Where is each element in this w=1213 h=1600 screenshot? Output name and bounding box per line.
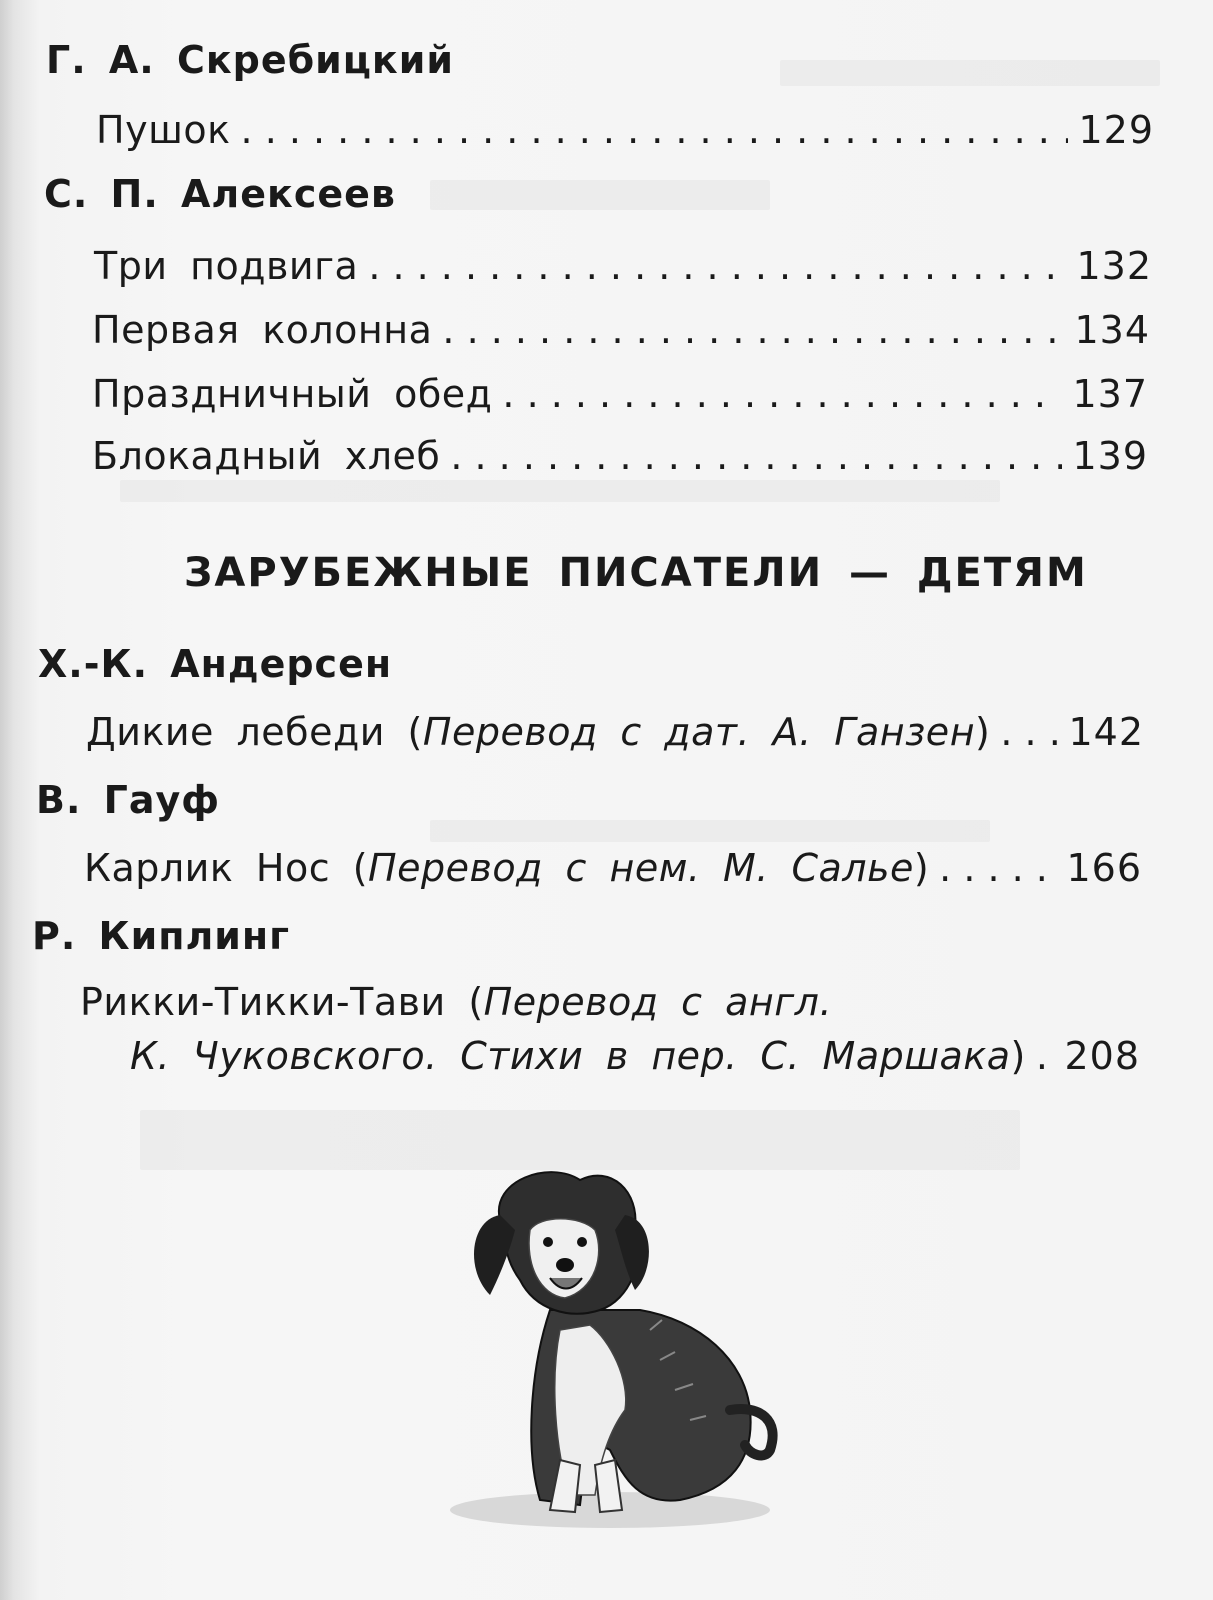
dot-leader bbox=[939, 846, 1056, 890]
dot-leader bbox=[1036, 1034, 1055, 1078]
author-name: Р. Киплинг bbox=[32, 914, 291, 958]
show-through-shadow bbox=[780, 60, 1160, 86]
page-number: 129 bbox=[1078, 108, 1154, 152]
page-number: 139 bbox=[1072, 434, 1148, 478]
work-title: Карлик Нос (Перевод с нем. М. Салье) bbox=[84, 846, 930, 890]
page-number: 208 bbox=[1064, 1034, 1140, 1078]
toc-entry[interactable] bbox=[84, 846, 1142, 890]
toc-entry[interactable] bbox=[130, 1034, 1140, 1078]
work-title: Первая колонна bbox=[92, 308, 433, 352]
show-through-shadow bbox=[430, 180, 770, 210]
work-title: Блокадный хлеб bbox=[92, 434, 441, 478]
section-heading: ЗАРУБЕЖНЫЕ ПИСАТЕЛИ — ДЕТЯМ bbox=[184, 550, 1088, 596]
work-title: Праздничный обед bbox=[92, 372, 493, 416]
show-through-shadow bbox=[120, 480, 1000, 502]
toc-entry[interactable] bbox=[92, 308, 1150, 352]
author-name: Г. А. Скребицкий bbox=[46, 38, 454, 82]
author-name: Х.-К. Андерсен bbox=[38, 642, 393, 686]
page-number: 142 bbox=[1068, 710, 1144, 754]
dot-leader bbox=[241, 108, 1069, 152]
translator-credit: Перевод с нем. М. Салье bbox=[368, 846, 914, 890]
author-name: В. Гауф bbox=[36, 778, 220, 822]
dog-illustration bbox=[410, 1160, 790, 1540]
work-title[interactable]: Рикки-Тикки-Тави (Перевод с англ. bbox=[80, 980, 833, 1024]
work-title: Три подвига bbox=[94, 244, 359, 288]
page-number: 132 bbox=[1076, 244, 1152, 288]
translator-credit-continued: К. Чуковского. Стихи в пер. С. Маршака) bbox=[130, 1034, 1026, 1078]
toc-entry[interactable] bbox=[92, 434, 1148, 478]
work-title: Дикие лебеди (Перевод с дат. А. Ганзен) bbox=[86, 710, 991, 754]
page-number: 137 bbox=[1072, 372, 1148, 416]
toc-entry[interactable] bbox=[92, 372, 1148, 416]
work-title: Пушок bbox=[96, 108, 231, 152]
author-name: С. П. Алексеев bbox=[44, 172, 396, 216]
dot-leader bbox=[502, 372, 1062, 416]
show-through-shadow bbox=[430, 820, 990, 842]
toc-entry[interactable] bbox=[86, 710, 1144, 754]
page-number: 166 bbox=[1066, 846, 1142, 890]
translator-credit: Перевод с дат. А. Ганзен bbox=[422, 710, 976, 754]
toc-entry[interactable] bbox=[94, 244, 1152, 288]
translator-credit: Перевод с англ. bbox=[483, 980, 833, 1024]
dot-leader bbox=[442, 308, 1064, 352]
page-number: 134 bbox=[1074, 308, 1150, 352]
dot-leader bbox=[368, 244, 1066, 288]
dot-leader bbox=[1000, 710, 1058, 754]
toc-entry[interactable] bbox=[96, 108, 1154, 152]
dot-leader bbox=[450, 434, 1062, 478]
